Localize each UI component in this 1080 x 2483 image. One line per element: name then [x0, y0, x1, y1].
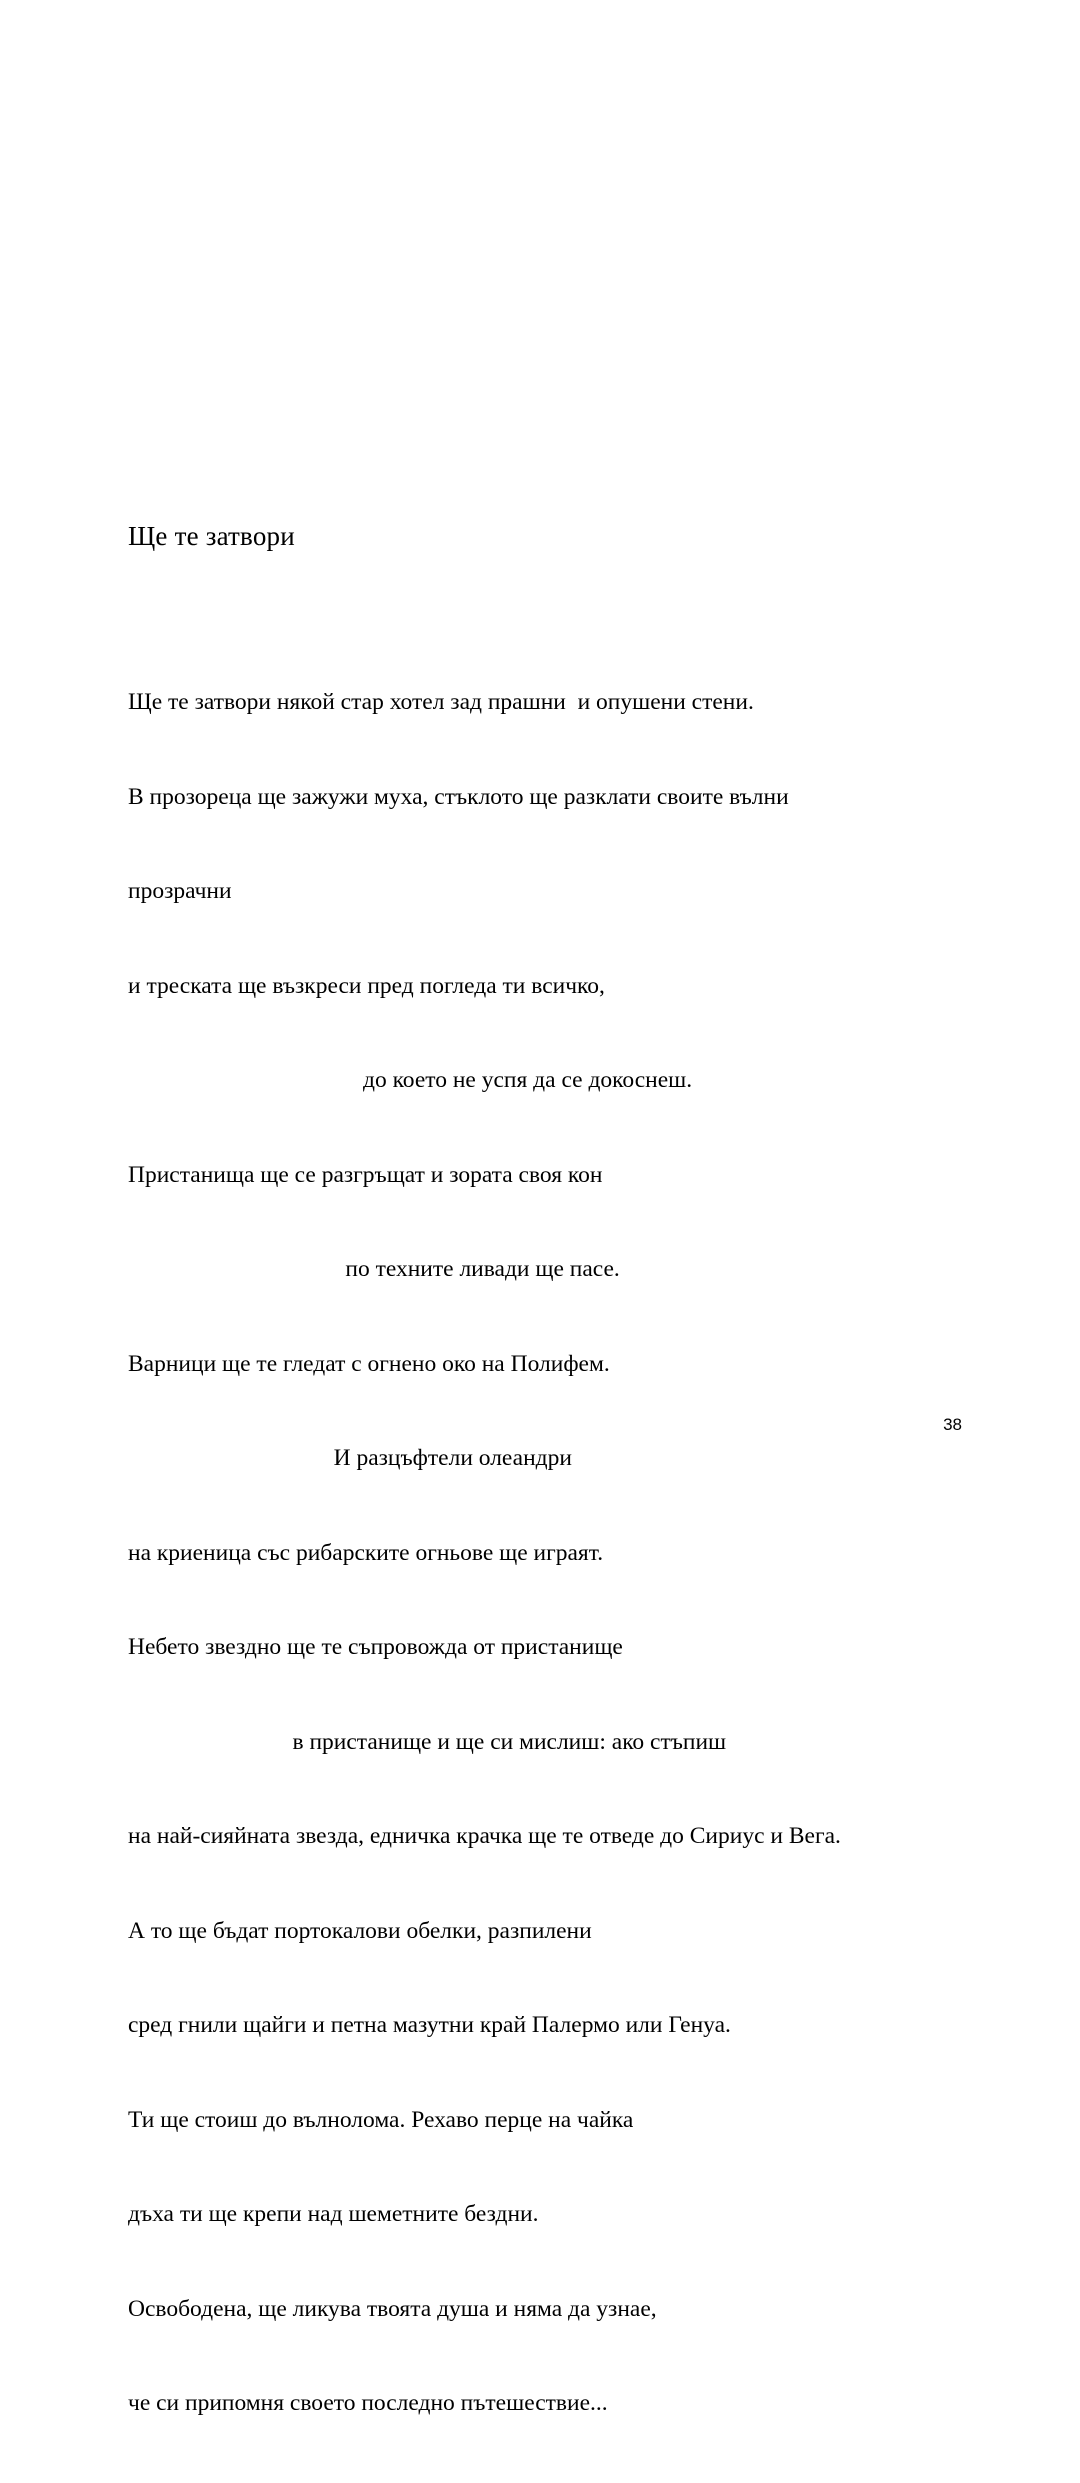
poem-line: Варници ще те гледат с огнено око на Полифем.: [128, 1350, 610, 1377]
poem-line: и треската ще възкреси пред погледа ти всичко,: [128, 972, 605, 999]
poem-line: че си припомня своето последно пътешествие...: [128, 2390, 608, 2417]
poem-line: прозрачни: [128, 878, 232, 905]
poem-line: по техните ливади ще пасе.: [128, 1256, 620, 1283]
poem-line: Пристанища ще се разгръщат и зората своя кон: [128, 1161, 603, 1188]
poem-line: на криеница със рибарските огньове ще играят.: [128, 1539, 604, 1566]
poem-line: на най-сияйната звезда, едничка крачка ще те отведе до Сириус и Вега.: [128, 1823, 841, 1850]
poem-line: дъха ти ще крепи над шеметните бездни.: [128, 2201, 539, 2228]
poem-line: Освободена, ще ликува твоята душа и няма да узнае,: [128, 2295, 657, 2322]
poem-line: А то ще бъдат портокалови обелки, разпилени: [128, 1917, 592, 1944]
poem-block: [128, 520, 958, 2483]
poem-line: Небето звездно ще те съпровожда от пристанище: [128, 1634, 623, 1661]
poem-body: [128, 624, 958, 2483]
poem-title: Ще те затвори: [128, 521, 295, 551]
poem-line: Ще те затвори някой стар хотел зад прашни и опушени стени.: [128, 689, 754, 716]
poem-line: В прозореца ще зажужи муха, стъклото ще разклати своите вълни: [128, 783, 789, 810]
page-number: 38: [943, 1415, 962, 1434]
poem-line: в пристанище и ще си мислиш: ако стъпиш: [128, 1728, 727, 1755]
poem-line: Ти ще стоиш до вълнолома. Рехаво перце на чайка: [128, 2106, 634, 2133]
poem-line: до което не успя да се докоснеш.: [128, 1067, 693, 1094]
poem-line: сред гнили щайги и петна мазутни край Палермо или Генуа.: [128, 2012, 731, 2039]
poem-line: И разцъфтели олеандри: [128, 1445, 572, 1472]
